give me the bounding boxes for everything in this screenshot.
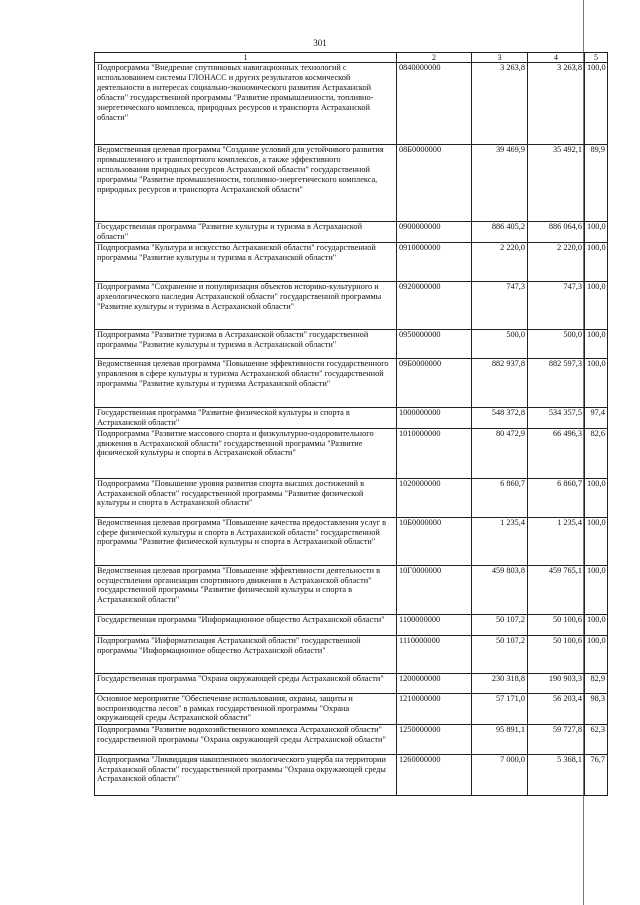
program-name-cell: Подпрограмма "Информатизация Астраханской области" государственной программы "Информационное общество Астраханской области" bbox=[95, 635, 397, 673]
planned-amount-cell: 57 171,0 bbox=[472, 693, 528, 724]
actual-amount-cell: 747,3 bbox=[528, 281, 585, 329]
execution-percent-cell: 82,6 bbox=[585, 428, 608, 478]
budget-code-cell: 10Г0000000 bbox=[397, 565, 472, 614]
program-name-cell: Государственная программа "Развитие физической культуры и спорта в Астраханской области" bbox=[95, 407, 397, 428]
table-row bbox=[95, 358, 608, 407]
planned-amount-cell: 500,0 bbox=[472, 329, 528, 358]
actual-amount-cell: 59 727,8 bbox=[528, 724, 585, 754]
budget-code-cell: 1250000000 bbox=[397, 724, 472, 754]
actual-amount-cell: 2 220,0 bbox=[528, 242, 585, 281]
actual-amount-cell: 6 860,7 bbox=[528, 478, 585, 517]
actual-amount-cell: 882 597,3 bbox=[528, 358, 585, 407]
program-name-cell: Ведомственная целевая программа "Повышение эффективности государственного управления в сфере культуры и туризма Астраханской области" государственной программы "Развитие культуры и туризма Астраханской области" bbox=[95, 358, 397, 407]
program-name-cell: Подпрограмма "Сохранение и популяризация объектов историко-культурного и археологического наследия Астраханской области" государственной программы "Развитие культуры и туризма в Астраханской области" bbox=[95, 281, 397, 329]
budget-code-cell: 1000000000 bbox=[397, 407, 472, 428]
program-name-cell: Ведомственная целевая программа "Повышение качества предоставления услуг в сфере физической культуры и спорта в Астраханской области" государственной программы "Развитие физической культуры и спорта в Астраханской области" bbox=[95, 517, 397, 565]
execution-percent-cell: 76,7 bbox=[585, 754, 608, 795]
budget-code-cell: 1110000000 bbox=[397, 635, 472, 673]
column-header: 1 bbox=[95, 53, 397, 63]
execution-percent-cell: 98,3 bbox=[585, 693, 608, 724]
column-header: 3 bbox=[472, 53, 528, 63]
table-row bbox=[95, 724, 608, 754]
budget-code-cell: 10Б0000000 bbox=[397, 517, 472, 565]
program-name-cell: Государственная программа "Развитие культуры и туризма в Астраханской области" bbox=[95, 222, 397, 243]
budget-code-cell: 1210000000 bbox=[397, 693, 472, 724]
table-row bbox=[95, 635, 608, 673]
actual-amount-cell: 50 100,6 bbox=[528, 635, 585, 673]
planned-amount-cell: 548 372,8 bbox=[472, 407, 528, 428]
execution-percent-cell: 100,0 bbox=[585, 565, 608, 614]
program-name-cell: Ведомственная целевая программа "Повышение эффективности деятельности в осуществлении организации спортивного движения в Астраханской области" государственной программы "Развитие физической культуры и спорта в Астраханской области" bbox=[95, 565, 397, 614]
execution-percent-cell: 100,0 bbox=[585, 614, 608, 635]
execution-percent-cell: 100,0 bbox=[585, 478, 608, 517]
table-row bbox=[95, 614, 608, 635]
planned-amount-cell: 886 405,2 bbox=[472, 222, 528, 243]
budget-code-cell: 1010000000 bbox=[397, 428, 472, 478]
table-row bbox=[95, 428, 608, 478]
planned-amount-cell: 1 235,4 bbox=[472, 517, 528, 565]
column-header: 4 bbox=[528, 53, 585, 63]
budget-code-cell: 0900000000 bbox=[397, 222, 472, 243]
planned-amount-cell: 882 937,8 bbox=[472, 358, 528, 407]
planned-amount-cell: 50 107,2 bbox=[472, 614, 528, 635]
actual-amount-cell: 190 903,3 bbox=[528, 673, 585, 693]
program-name-cell: Подпрограмма "Ликвидация накопленного экологического ущерба на территории Астраханской области" государственной программы "Охрана окружающей среды Астраханской области" bbox=[95, 754, 397, 795]
table-row bbox=[95, 407, 608, 428]
execution-percent-cell: 100,0 bbox=[585, 517, 608, 565]
table-row bbox=[95, 754, 608, 795]
table-row bbox=[95, 222, 608, 243]
budget-code-cell: 1100000000 bbox=[397, 614, 472, 635]
execution-percent-cell: 97,4 bbox=[585, 407, 608, 428]
table-row bbox=[95, 281, 608, 329]
table-row bbox=[95, 517, 608, 565]
planned-amount-cell: 80 472,9 bbox=[472, 428, 528, 478]
budget-code-cell: 1200000000 bbox=[397, 673, 472, 693]
actual-amount-cell: 56 203,4 bbox=[528, 693, 585, 724]
execution-percent-cell: 100,0 bbox=[585, 222, 608, 243]
table-row bbox=[95, 693, 608, 724]
program-name-cell: Государственная программа "Охрана окружающей среды Астраханской области" bbox=[95, 673, 397, 693]
execution-percent-cell: 100,0 bbox=[585, 242, 608, 281]
program-name-cell: Подпрограмма "Внедрение спутниковых навигационных технологий с использованием системы ГЛОНАСС и других результатов космической деятельности в интересах социально-экономического развития Астраханской области" государственной программы "Развитие промышленности, топливно-энергетического комплекса, природных ресурсов и транспорта Астраханской области" bbox=[95, 63, 397, 145]
actual-amount-cell: 500,0 bbox=[528, 329, 585, 358]
planned-amount-cell: 747,3 bbox=[472, 281, 528, 329]
budget-code-cell: 1260000000 bbox=[397, 754, 472, 795]
table-body bbox=[95, 63, 608, 796]
table-row bbox=[95, 478, 608, 517]
table-row bbox=[95, 242, 608, 281]
budget-code-cell: 0950000000 bbox=[397, 329, 472, 358]
program-name-cell: Подпрограмма "Культура и искусство Астраханской области" государственной программы "Развитие культуры и туризма в Астраханской области" bbox=[95, 242, 397, 281]
actual-amount-cell: 50 100,6 bbox=[528, 614, 585, 635]
table-row bbox=[95, 63, 608, 145]
budget-code-cell: 0840000000 bbox=[397, 63, 472, 145]
planned-amount-cell: 2 220,0 bbox=[472, 242, 528, 281]
execution-percent-cell: 100,0 bbox=[585, 358, 608, 407]
planned-amount-cell: 50 107,2 bbox=[472, 635, 528, 673]
budget-table bbox=[94, 52, 608, 796]
table-row bbox=[95, 673, 608, 693]
budget-code-cell: 1020000000 bbox=[397, 478, 472, 517]
execution-percent-cell: 100,0 bbox=[585, 329, 608, 358]
actual-amount-cell: 534 357,5 bbox=[528, 407, 585, 428]
column-header: 5 bbox=[585, 53, 608, 63]
program-name-cell: Подпрограмма "Развитие туризма в Астраханской области" государственной программы "Развитие культуры и туризма в Астраханской области" bbox=[95, 329, 397, 358]
budget-code-cell: 09Б0000000 bbox=[397, 358, 472, 407]
program-name-cell: Подпрограмма "Развитие массового спорта и физкультурно-оздоровительного движения в Астраханской области" государственной программы "Развитие физической культуры и спорта в Астраханской области" bbox=[95, 428, 397, 478]
planned-amount-cell: 95 891,1 bbox=[472, 724, 528, 754]
planned-amount-cell: 6 860,7 bbox=[472, 478, 528, 517]
program-name-cell: Ведомственная целевая программа "Создание условий для устойчивого развития промышленного и транспортного комплексов, а также эффективного использования природных ресурсов Астраханской области" государственной программы "Развитие промышленности, топливно-энергетического комплекса, природных ресурсов и транспорта Астраханской области" bbox=[95, 145, 397, 222]
program-name-cell: Подпрограмма "Развитие водохозяйственного комплекса Астраханской области" государственной программы "Охрана окружающей среды Астраханской области" bbox=[95, 724, 397, 754]
budget-code-cell: 08Б0000000 bbox=[397, 145, 472, 222]
column-header: 2 bbox=[397, 53, 472, 63]
execution-percent-cell: 62,3 bbox=[585, 724, 608, 754]
program-name-cell: Основное мероприятие "Обеспечение использования, охраны, защиты и воспроизводства лесов" в рамках государственной программы "Охрана окружающей среды Астраханской области" bbox=[95, 693, 397, 724]
actual-amount-cell: 5 368,1 bbox=[528, 754, 585, 795]
planned-amount-cell: 39 469,9 bbox=[472, 145, 528, 222]
table-row bbox=[95, 329, 608, 358]
actual-amount-cell: 459 765,1 bbox=[528, 565, 585, 614]
actual-amount-cell: 66 496,3 bbox=[528, 428, 585, 478]
planned-amount-cell: 230 318,8 bbox=[472, 673, 528, 693]
budget-code-cell: 0920000000 bbox=[397, 281, 472, 329]
planned-amount-cell: 459 803,8 bbox=[472, 565, 528, 614]
planned-amount-cell: 3 263,8 bbox=[472, 63, 528, 145]
actual-amount-cell: 3 263,8 bbox=[528, 63, 585, 145]
execution-percent-cell: 100,0 bbox=[585, 281, 608, 329]
table-row bbox=[95, 565, 608, 614]
planned-amount-cell: 7 000,0 bbox=[472, 754, 528, 795]
header-row bbox=[95, 53, 608, 63]
table-row bbox=[95, 145, 608, 222]
execution-percent-cell: 100,0 bbox=[585, 63, 608, 145]
actual-amount-cell: 35 492,1 bbox=[528, 145, 585, 222]
execution-percent-cell: 89,9 bbox=[585, 145, 608, 222]
actual-amount-cell: 1 235,4 bbox=[528, 517, 585, 565]
program-name-cell: Подпрограмма "Повышение уровня развития спорта высших достижений в Астраханской области" государственной программы "Развитие физической культуры и спорта в Астраханской области" bbox=[95, 478, 397, 517]
page-number: 301 bbox=[313, 38, 327, 48]
budget-code-cell: 0910000000 bbox=[397, 242, 472, 281]
execution-percent-cell: 100,0 bbox=[585, 635, 608, 673]
execution-percent-cell: 82,9 bbox=[585, 673, 608, 693]
program-name-cell: Государственная программа "Информационное общество Астраханской области" bbox=[95, 614, 397, 635]
actual-amount-cell: 886 064,6 bbox=[528, 222, 585, 243]
